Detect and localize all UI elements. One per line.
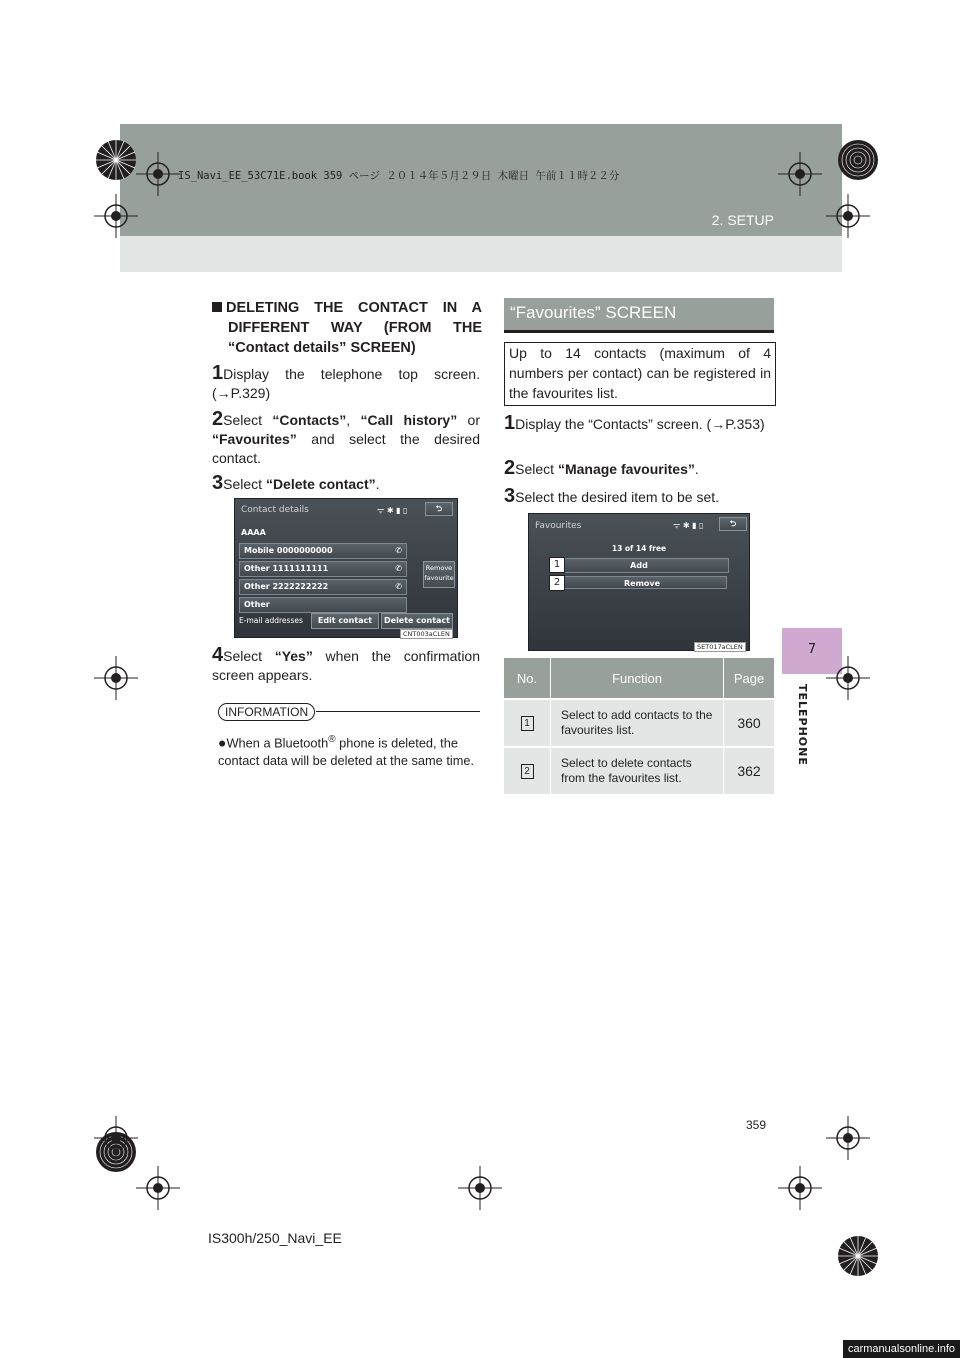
- phone-icon: ✆: [395, 546, 402, 555]
- step-4: 4Select “Yes” when the confirmation screen appears.: [212, 644, 480, 683]
- step-2: 2Select “Contacts”, “Call history” or “Favourites” and select the desired contact.: [212, 408, 480, 466]
- back-button[interactable]: ⮌: [425, 502, 453, 516]
- section-heading-delete-contact: DELETING THE CONTACT IN A DIFFERENT WAY (FROM THE “Contact details” SCREEN): [212, 298, 482, 358]
- crosshair-icon: [136, 1166, 180, 1210]
- crosshair-icon: [94, 1116, 138, 1160]
- right-step-1: 1Display the “Contacts” screen. (→P.353): [504, 412, 765, 434]
- favourites-heading: “Favourites” SCREEN: [510, 303, 677, 322]
- remove-favourite-button[interactable]: Remove favourite: [423, 561, 455, 588]
- column-header-page: Page: [724, 658, 775, 699]
- contact-number-row[interactable]: Other 2222222222 ✆: [239, 579, 407, 595]
- page-cell: 362: [724, 747, 775, 794]
- delete-contact-button[interactable]: Delete contact: [381, 613, 453, 629]
- phone-icon: ✆: [395, 564, 402, 573]
- crosshair-icon: [136, 152, 180, 196]
- table-row: [504, 747, 774, 794]
- right-step-3: 3Select the desired item to be set.: [504, 485, 720, 507]
- registration-mark-icon: [94, 138, 138, 182]
- step-1: 1Display the telephone top screen. (→P.329): [212, 362, 480, 401]
- information-label: INFORMATION: [218, 703, 315, 721]
- footer-model: IS300h/250_Navi_EE: [208, 1230, 342, 1246]
- section-title: 2. SETUP: [711, 212, 774, 228]
- chapter-number: 7: [807, 642, 817, 657]
- status-icons: ᯤ ✱ ▮ ▯: [377, 506, 408, 515]
- contact-name: AAAA: [241, 528, 266, 537]
- remove-button[interactable]: Remove: [549, 576, 727, 589]
- crosshair-icon: [458, 1166, 502, 1210]
- print-mark: IS_Navi_EE_53C71E.book 359 ページ ２０１４年５月２９日 木曜日 午前１１時２２分: [178, 170, 620, 182]
- registration-mark-icon: [836, 138, 880, 182]
- function-table: [504, 658, 774, 794]
- crosshair-icon: [94, 194, 138, 238]
- callout-2: 2: [549, 575, 565, 591]
- edit-contact-button[interactable]: Edit contact: [311, 613, 379, 629]
- contact-number-row[interactable]: Other 1111111111 ✆: [239, 561, 407, 577]
- function-cell: Select to delete contacts from the favourites list.: [551, 747, 724, 794]
- watermark: carmanualsonline.info: [843, 1340, 960, 1358]
- chapter-label: TELEPHONE: [796, 684, 809, 766]
- item-number: 2: [521, 764, 534, 779]
- favourites-heading-rule: [504, 330, 774, 333]
- page-cell: 360: [724, 699, 775, 747]
- crosshair-icon: [826, 1116, 870, 1160]
- contact-number-row[interactable]: Mobile 0000000000 ✆: [239, 543, 407, 559]
- table-row: [504, 699, 774, 747]
- column-header-function: Function: [551, 658, 724, 699]
- crosshair-icon: [778, 1166, 822, 1210]
- registration-mark-icon: [836, 1234, 880, 1278]
- crosshair-icon: [826, 656, 870, 700]
- information-text: ●When a Bluetooth® phone is deleted, the contact data will be deleted at the same time.: [218, 734, 475, 769]
- crosshair-icon: [778, 152, 822, 196]
- step-3: 3Select “Delete contact”.: [212, 472, 380, 494]
- crosshair-icon: [94, 656, 138, 700]
- add-button[interactable]: Add: [549, 558, 729, 573]
- free-slot-counter: 13 of 14 free: [611, 544, 667, 553]
- function-cell: Select to add contacts to the favourites list.: [551, 699, 724, 747]
- screenshot-caption: CNT003aCLEN: [400, 629, 453, 639]
- column-header-no: No.: [504, 658, 551, 699]
- item-number: 1: [521, 716, 534, 731]
- status-icons: ᯤ ✱ ▮ ▯: [673, 521, 704, 530]
- contact-number-row[interactable]: Other: [239, 597, 407, 613]
- information-rule: [316, 711, 480, 712]
- right-step-2: 2Select “Manage favourites”.: [504, 457, 699, 479]
- phone-icon: ✆: [395, 582, 402, 591]
- contact-details-screenshot: [234, 498, 458, 638]
- callout-1: 1: [549, 557, 565, 573]
- screen-title: Contact details: [241, 505, 309, 515]
- screenshot-caption: SET017aCLEN: [694, 642, 746, 652]
- email-addresses-label[interactable]: E-mail addresses: [239, 616, 303, 625]
- favourites-note: Up to 14 contacts (maximum of 4 numbers per contact) can be registered in the favourites list.: [504, 342, 776, 406]
- screen-title: Favourites: [535, 521, 582, 531]
- page-number: 359: [746, 1118, 767, 1132]
- favourites-screenshot: [528, 513, 750, 651]
- back-button[interactable]: ⮌: [719, 517, 747, 531]
- crosshair-icon: [826, 194, 870, 238]
